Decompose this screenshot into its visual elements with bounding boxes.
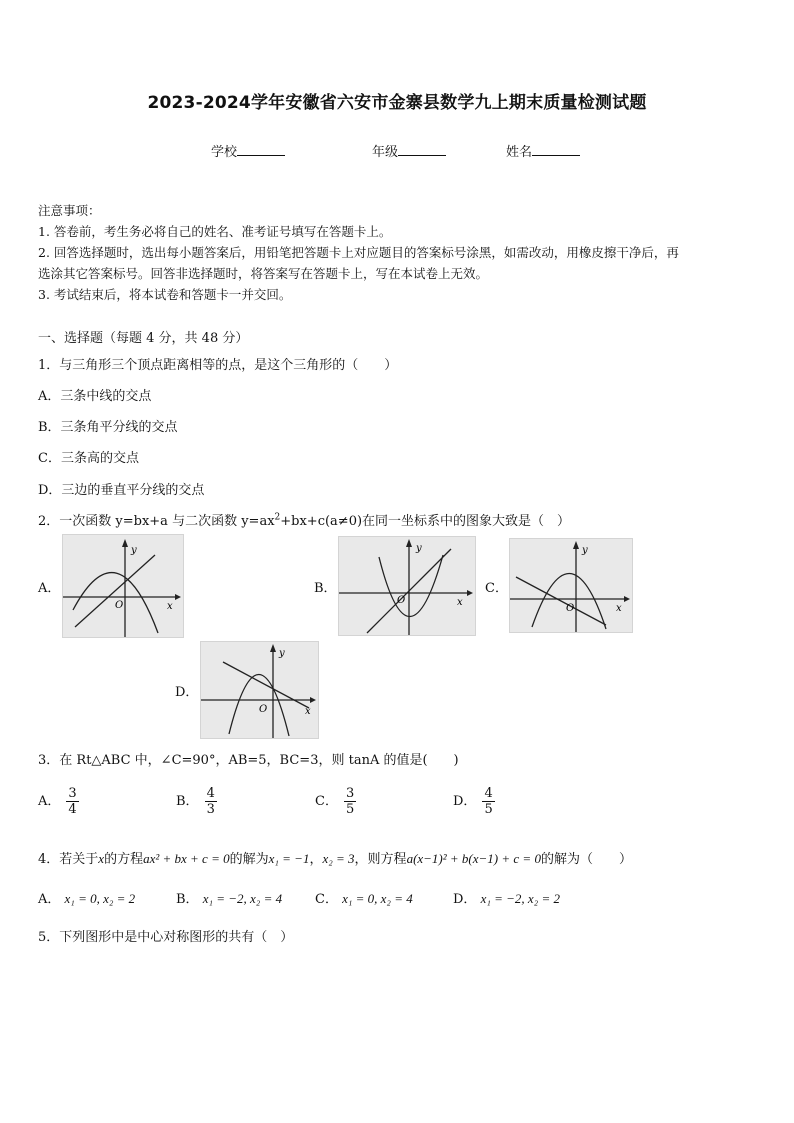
page-title: 2023-2024学年安徽省六安市金寨县数学九上期末质量检测试题 bbox=[147, 93, 647, 113]
origin-label: O bbox=[397, 595, 406, 606]
x-label: x bbox=[457, 597, 463, 608]
x-label: x bbox=[616, 603, 622, 614]
y-label: y bbox=[279, 648, 285, 659]
q4-option-c-expr: x₁ = 0, x₂ = 4 bbox=[342, 891, 413, 906]
notes-block bbox=[38, 200, 760, 305]
q2-option-c-label: C． bbox=[485, 581, 508, 596]
q2-stem-part2: +bx+c(a≠0)在同一坐标系中的图象大致是（ ） bbox=[280, 514, 571, 529]
graph-b-figure bbox=[339, 537, 475, 635]
notes-heading: 注意事项： bbox=[38, 203, 101, 218]
y-axis-arrow bbox=[573, 541, 579, 549]
fraction bbox=[482, 786, 494, 817]
y-axis-arrow bbox=[406, 539, 412, 547]
q2-stem-exponent: 2 bbox=[274, 512, 281, 523]
denominator: 5 bbox=[345, 802, 355, 817]
numerator: 4 bbox=[206, 786, 215, 801]
name-label: 姓名 bbox=[506, 145, 533, 160]
q5-stem: 5．下列图形中是中心对称图形的共有（ ） bbox=[38, 930, 294, 945]
q4-option-b bbox=[176, 888, 282, 907]
q4-equation-1: ax² + bx + c = 0 bbox=[143, 851, 230, 866]
q4-option-b-label: B． bbox=[176, 892, 199, 907]
y-axis-arrow bbox=[270, 644, 276, 652]
q4-root-2: x₂ = 3 bbox=[322, 851, 355, 866]
q3-option-b-label: B． bbox=[176, 794, 199, 809]
grade-blank bbox=[398, 143, 446, 156]
q4-text-1: 4．若关于 bbox=[38, 852, 99, 867]
q3-option-d-label: D． bbox=[453, 794, 477, 809]
q2-graph-d bbox=[200, 641, 319, 739]
q1-stem: 1．与三角形三个顶点距离相等的点，是这个三角形的（ ） bbox=[38, 358, 398, 373]
q3-option-c-label: C． bbox=[315, 794, 338, 809]
y-label: y bbox=[416, 543, 422, 554]
denominator: 5 bbox=[484, 802, 493, 817]
parabola bbox=[379, 555, 443, 617]
section-heading: 一、选择题（每题 4 分，共 48 分） bbox=[38, 331, 249, 346]
q4-option-c-label: C． bbox=[315, 892, 338, 907]
q2-option-b-label: B． bbox=[314, 581, 337, 596]
q3-option-c bbox=[315, 786, 356, 817]
q2-graph-c bbox=[509, 538, 633, 633]
x-axis-arrow bbox=[467, 590, 473, 596]
grade-label: 年级 bbox=[372, 145, 399, 160]
q4-option-a bbox=[38, 888, 135, 907]
y-label: y bbox=[131, 545, 137, 556]
origin-label: O bbox=[115, 600, 124, 611]
q2-option-a-label: A． bbox=[38, 581, 61, 596]
q4-text-2: 的方程 bbox=[104, 852, 144, 867]
y-label: y bbox=[582, 545, 588, 556]
school-label: 学校 bbox=[211, 145, 238, 160]
numerator: 3 bbox=[345, 786, 355, 801]
origin-label: O bbox=[566, 603, 575, 614]
q4-stem bbox=[38, 848, 632, 867]
x-label: x bbox=[305, 706, 311, 717]
q4-option-d-label: D． bbox=[453, 892, 477, 907]
q2-graph-a bbox=[62, 534, 184, 638]
graph-a-figure bbox=[63, 535, 183, 637]
fraction bbox=[344, 786, 356, 817]
q3-option-b bbox=[176, 786, 217, 817]
x-axis-arrow bbox=[310, 697, 316, 703]
parabola bbox=[532, 573, 606, 629]
q3-option-a-label: A． bbox=[38, 794, 61, 809]
q4-text-5: ，则方程 bbox=[354, 852, 407, 867]
q4-option-c bbox=[315, 888, 413, 907]
q4-text-6: 的解为（ ） bbox=[540, 852, 632, 867]
notes-item-2a: 2. 回答选择题时，选出每小题答案后，用铅笔把答题卡上对应题目的答案标号涂黑，如需改动，用橡皮擦干净后，再 bbox=[38, 245, 679, 260]
notes-item-1: 1. 答卷前，考生务必将自己的姓名、准考证号填写在答题卡上。 bbox=[38, 224, 392, 239]
line bbox=[516, 577, 606, 625]
school-blank bbox=[237, 143, 285, 156]
q4-text-3: 的解为 bbox=[229, 852, 269, 867]
notes-item-3: 3. 考试结束后，将本试卷和答题卡一并交回。 bbox=[38, 287, 292, 302]
x-label: x bbox=[167, 601, 173, 612]
notes-item-2b: 选涂其它答案标号。回答非选择题时，将答案写在答题卡上，写在本试卷上无效。 bbox=[38, 266, 489, 281]
graph-d-figure bbox=[201, 642, 318, 738]
x-axis-arrow bbox=[175, 594, 181, 600]
fraction bbox=[66, 786, 78, 817]
q2-stem-part1: 2．一次函数 y=bx+a 与二次函数 y=ax bbox=[38, 514, 275, 529]
q4-option-b-expr: x₁ = −2, x₂ = 4 bbox=[202, 891, 283, 906]
denominator: 3 bbox=[206, 802, 215, 817]
q1-option-a: A．三条中线的交点 bbox=[38, 389, 152, 404]
graph-c-figure bbox=[510, 539, 632, 632]
q2-graph-b bbox=[338, 536, 476, 636]
q4-root-1: x₁ = −1 bbox=[268, 851, 310, 866]
q4-text-4: ， bbox=[309, 852, 323, 867]
numerator: 4 bbox=[484, 786, 493, 801]
line bbox=[75, 555, 155, 627]
q1-option-b: B．三条角平分线的交点 bbox=[38, 420, 178, 435]
q1-option-c: C．三条高的交点 bbox=[38, 451, 139, 466]
numerator: 3 bbox=[68, 786, 77, 801]
denominator: 4 bbox=[68, 802, 77, 817]
q2-stem bbox=[38, 510, 570, 529]
q2-option-d-label: D． bbox=[175, 685, 199, 700]
fraction bbox=[205, 786, 217, 817]
q4-equation-2: a(x−1)² + b(x−1) + c = 0 bbox=[406, 851, 541, 866]
name-field bbox=[506, 141, 580, 160]
q4-option-d bbox=[453, 888, 560, 907]
grade-field bbox=[372, 141, 446, 160]
q3-stem: 3．在 Rt△ABC 中，∠C=90°，AB=5，BC=3，则 tanA 的值是( ) bbox=[38, 753, 459, 768]
origin-label: O bbox=[259, 704, 268, 715]
school-field bbox=[211, 141, 285, 160]
x-axis-arrow bbox=[624, 596, 630, 602]
q1-option-d: D．三边的垂直平分线的交点 bbox=[38, 483, 205, 498]
y-axis-arrow bbox=[122, 539, 128, 547]
q3-option-a bbox=[38, 786, 79, 817]
q4-var-x: x bbox=[98, 851, 105, 866]
q4-option-a-label: A． bbox=[38, 892, 61, 907]
q4-option-a-expr: x₁ = 0, x₂ = 2 bbox=[64, 891, 136, 906]
line bbox=[223, 662, 309, 708]
name-blank bbox=[532, 143, 580, 156]
q4-option-d-expr: x₁ = −2, x₂ = 2 bbox=[480, 891, 560, 906]
q3-option-d bbox=[453, 786, 495, 817]
